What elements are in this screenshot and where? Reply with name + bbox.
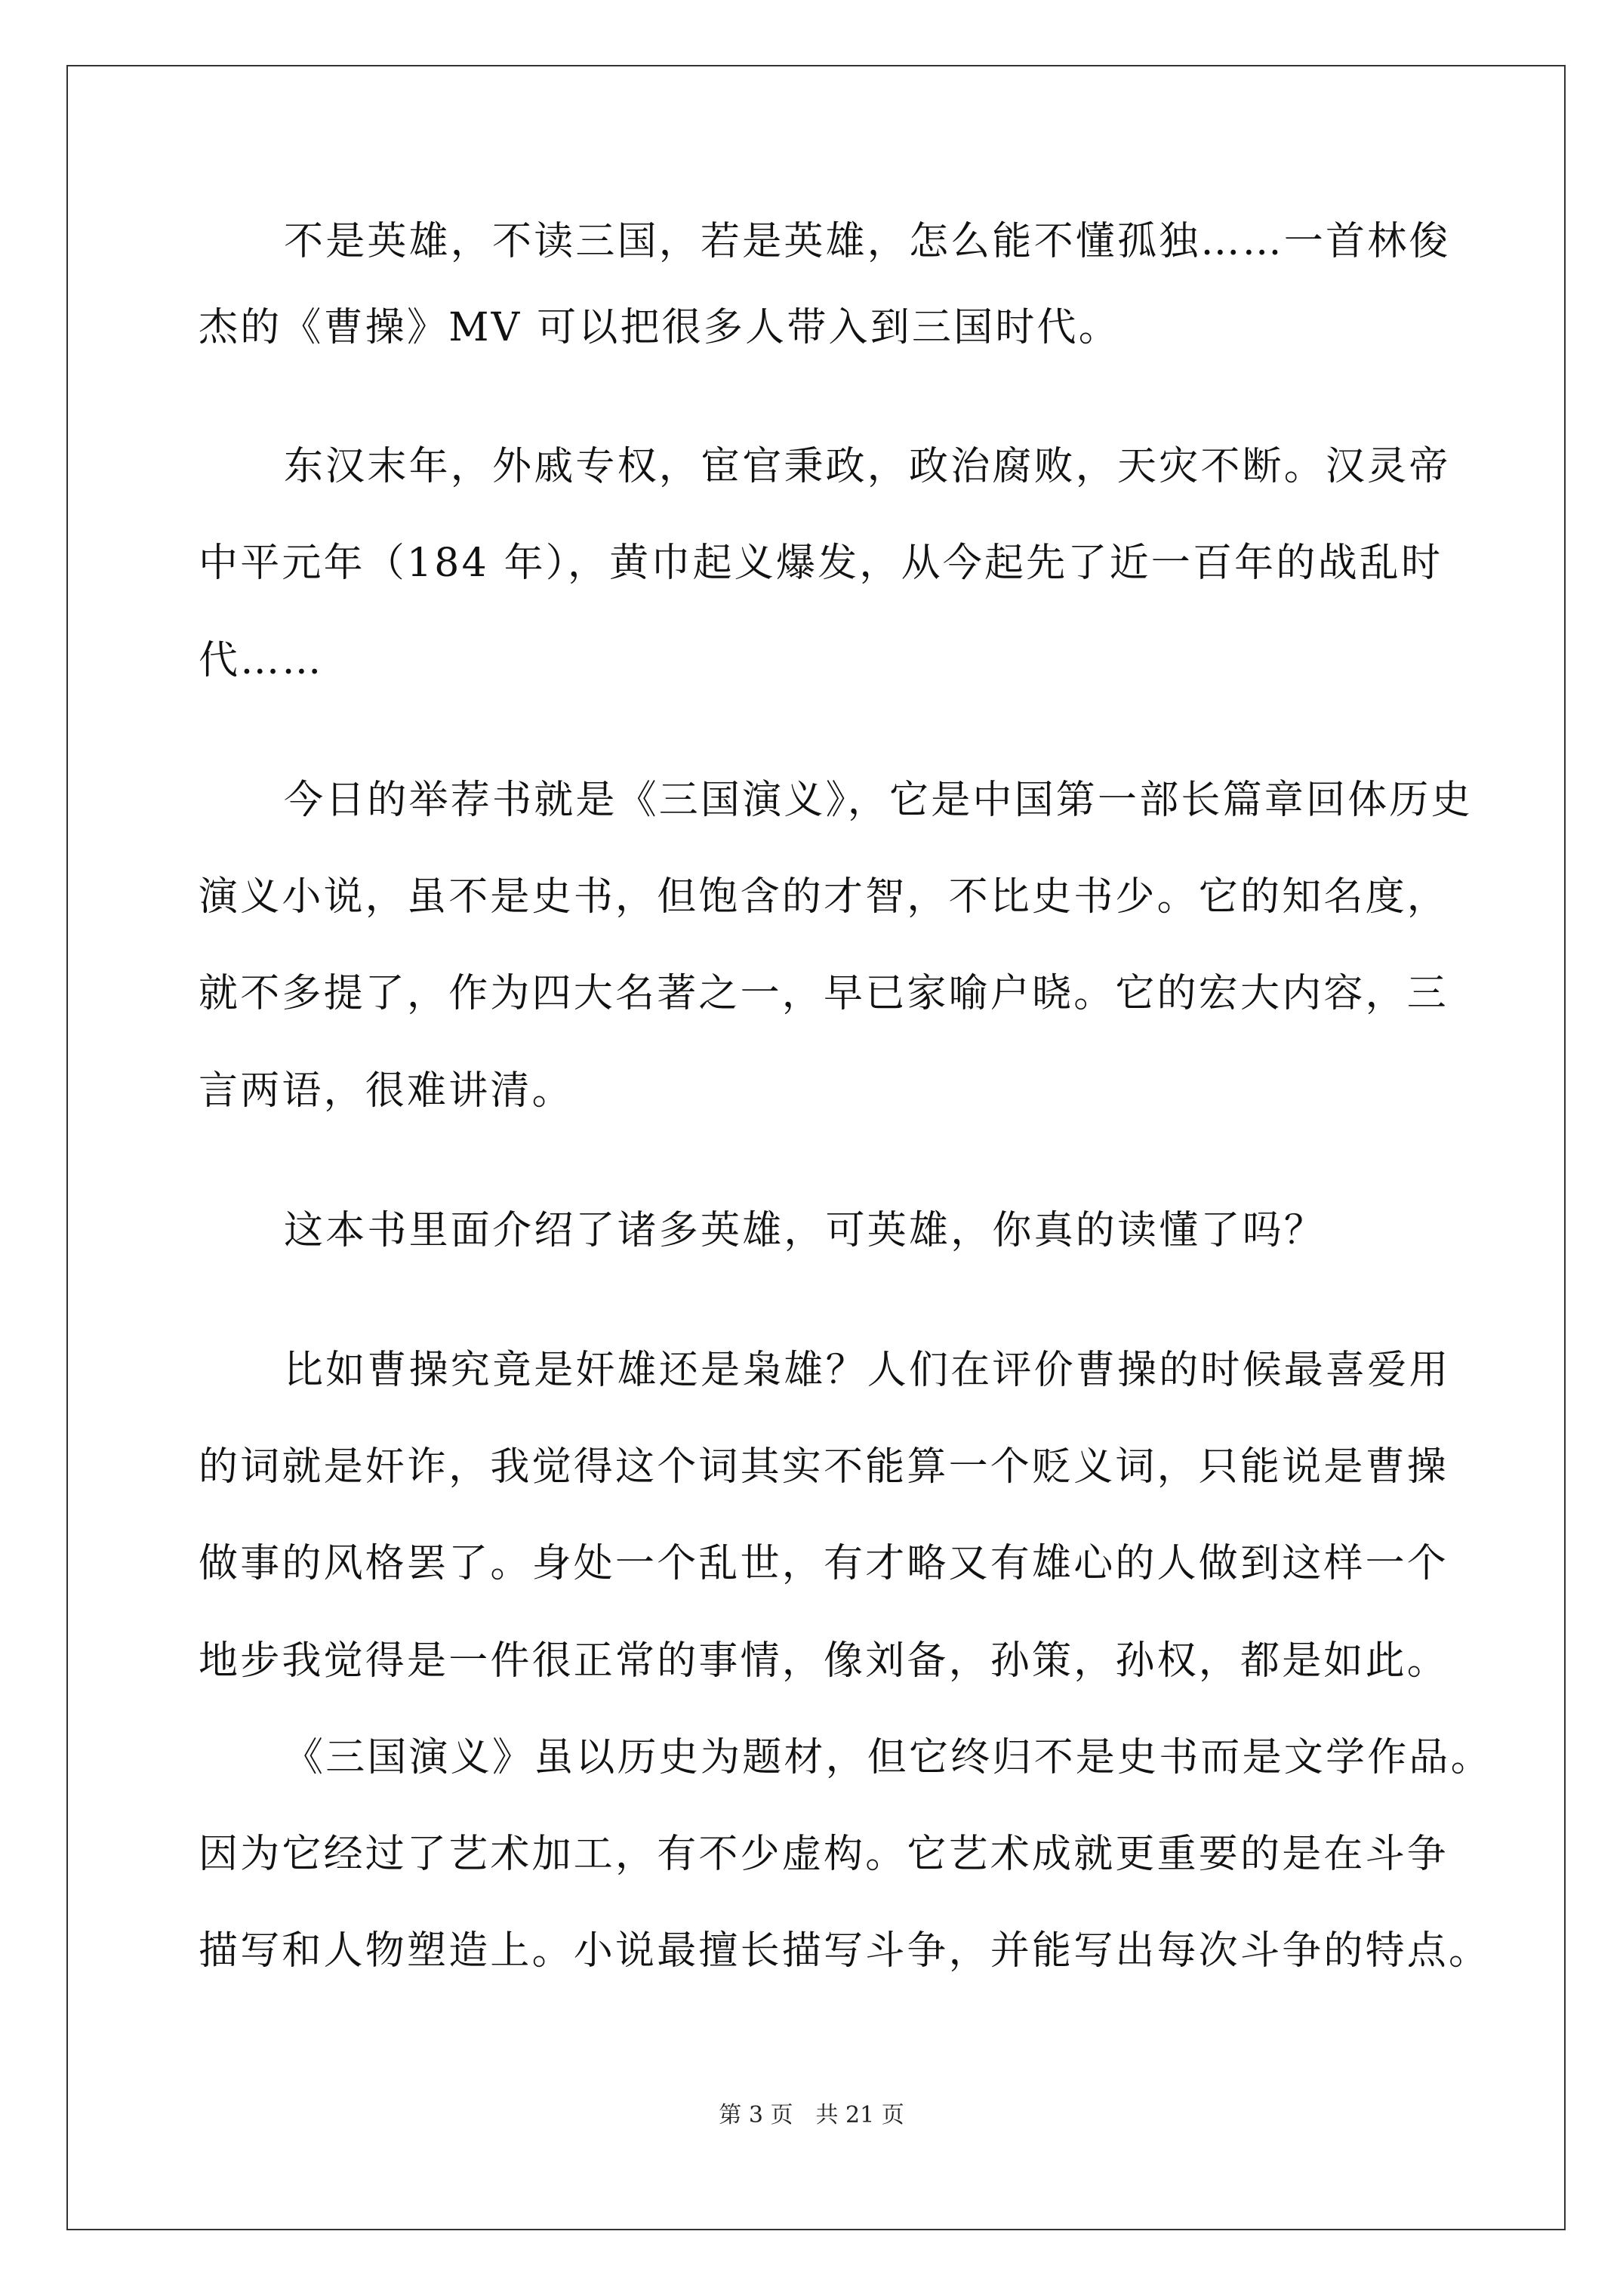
paragraph-6-line-2: 因为它经过了艺术加工，有不少虚构。它艺术成就更重要的是在斗争 <box>199 1832 1449 1877</box>
paragraph-6-line-1: 《三国演义》虽以历史为题材，但它终归不是史书而是文学作品。 <box>284 1735 1492 1780</box>
paragraph-5-line-4: 地步我觉得是一件很正常的事情，像刘备，孙策，孙权，都是如此。 <box>199 1638 1449 1684</box>
paragraph-2-line-1: 东汉末年，外戚专权，宦官秉政，政治腐败，天灾不断。汉灵帝 <box>284 444 1451 489</box>
paragraph-5-line-2: 的词就是奸诈，我觉得这个词其实不能算一个贬义词，只能说是曹操 <box>199 1444 1449 1490</box>
page-border <box>66 65 1566 2230</box>
paragraph-5-line-1: 比如曹操究竟是奸雄还是枭雄？人们在评价曹操的时候最喜爱用 <box>284 1348 1451 1393</box>
paragraph-3-line-1: 今日的举荐书就是《三国演义》，它是中国第一部长篇章回体历史 <box>284 778 1473 823</box>
page-number-footer: 第 3 页 共 21 页 <box>719 2102 904 2128</box>
paragraph-1-line-1: 不是英雄，不读三国，若是英雄，怎么能不懂孤独……一首林俊 <box>284 219 1451 264</box>
paragraph-1-line-2: 杰的《曹操》MV 可以把很多人带入到三国时代。 <box>199 305 1120 350</box>
paragraph-6-line-3: 描写和人物塑造上。小说最擅长描写斗争，并能写出每次斗争的特点。 <box>199 1928 1491 1974</box>
paragraph-3-line-4: 言两语，很难讲清。 <box>199 1068 574 1114</box>
paragraph-5-line-3: 做事的风格罢了。身处一个乱世，有才略又有雄心的人做到这样一个 <box>199 1541 1449 1586</box>
paragraph-3-line-2: 演义小说，虽不是史书，但饱含的才智，不比史书少。它的知名度， <box>199 874 1449 920</box>
paragraph-3-line-3: 就不多提了，作为四大名著之一，早已家喻户晓。它的宏大内容，三 <box>199 971 1449 1016</box>
paragraph-4-line-1: 这本书里面介绍了诸多英雄，可英雄，你真的读懂了吗？ <box>284 1208 1326 1253</box>
paragraph-2-line-3: 代…… <box>199 638 324 683</box>
paragraph-2-line-2: 中平元年（184 年），黄巾起义爆发，从今起先了近一百年的战乱时 <box>199 541 1443 586</box>
